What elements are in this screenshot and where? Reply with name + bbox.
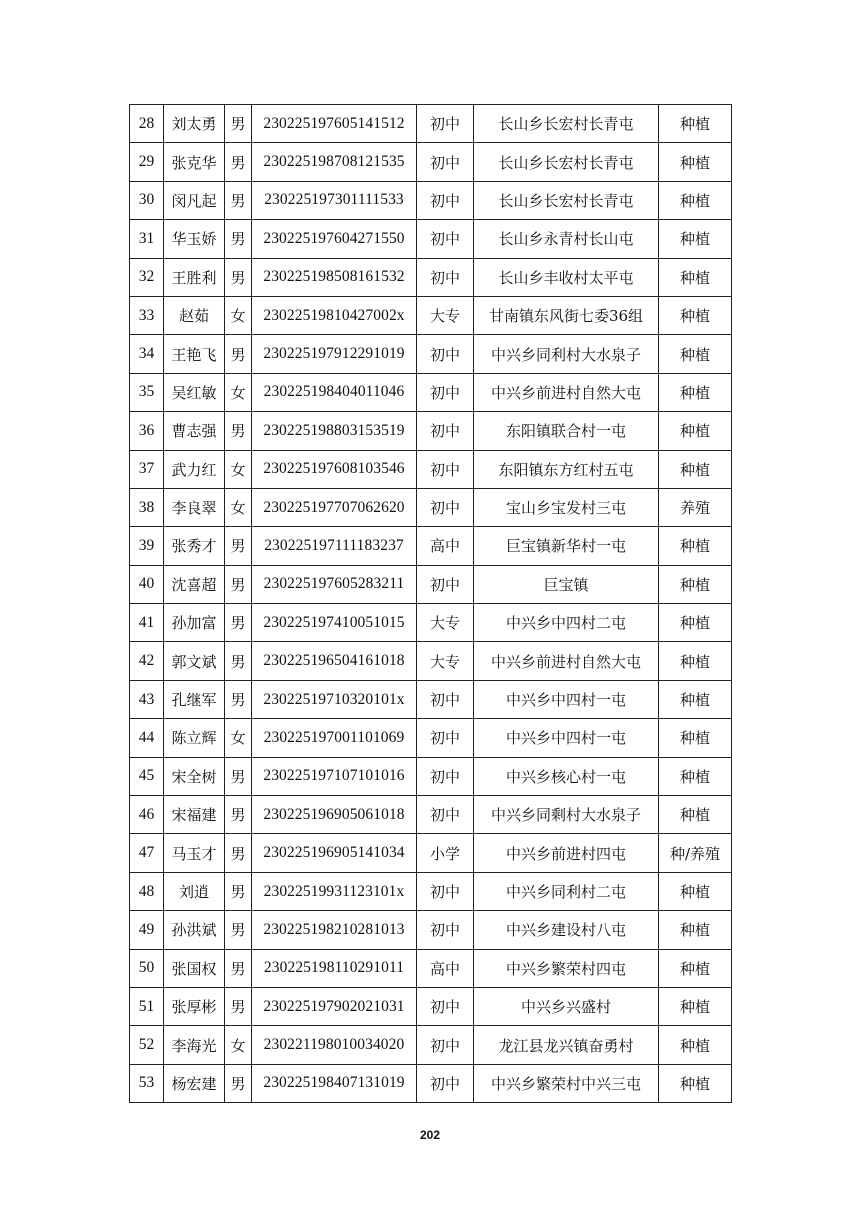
education-cell: 初中 [417, 719, 474, 757]
occupation-cell: 种植 [659, 143, 732, 181]
id-number-cell: 230225197605283211 [252, 565, 417, 603]
gender-cell: 女 [225, 719, 252, 757]
id-number-cell: 230225197111183237 [252, 527, 417, 565]
id-number-cell: 230225197301111533 [252, 181, 417, 219]
row-number-cell: 51 [130, 987, 164, 1025]
table-row [130, 488, 732, 526]
gender-cell: 男 [225, 987, 252, 1025]
education-cell: 初中 [417, 565, 474, 603]
occupation-cell: 种植 [659, 796, 732, 834]
table-row [130, 335, 732, 373]
row-number-cell: 34 [130, 335, 164, 373]
occupation-cell: 种植 [659, 527, 732, 565]
id-number-cell: 23022519931123101x [252, 872, 417, 910]
education-cell: 初中 [417, 373, 474, 411]
name-cell: 孔继军 [164, 680, 225, 718]
occupation-cell: 种植 [659, 911, 732, 949]
education-cell: 高中 [417, 527, 474, 565]
address-cell: 中兴乡同利村大水泉子 [474, 335, 659, 373]
name-cell: 马玉才 [164, 834, 225, 872]
table-row [130, 642, 732, 680]
gender-cell: 男 [225, 105, 252, 143]
table-row [130, 181, 732, 219]
address-cell: 龙江县龙兴镇奋勇村 [474, 1026, 659, 1064]
name-cell: 宋全树 [164, 757, 225, 795]
page-number: 202 [419, 1128, 441, 1142]
row-number-cell: 43 [130, 680, 164, 718]
education-cell: 大专 [417, 604, 474, 642]
row-number-cell: 28 [130, 105, 164, 143]
row-number-cell: 47 [130, 834, 164, 872]
gender-cell: 男 [225, 412, 252, 450]
id-number-cell: 230225196905141034 [252, 834, 417, 872]
name-cell: 孙加富 [164, 604, 225, 642]
address-cell: 中兴乡中四村一屯 [474, 719, 659, 757]
table-row [130, 1064, 732, 1102]
occupation-cell: 种植 [659, 373, 732, 411]
table-row [130, 373, 732, 411]
address-cell: 中兴乡前进村四屯 [474, 834, 659, 872]
roster-table-body [130, 105, 732, 1103]
address-cell: 甘南镇东风街七委36组 [474, 296, 659, 334]
table-row [130, 1026, 732, 1064]
table-row [130, 680, 732, 718]
id-number-cell: 230225197410051015 [252, 604, 417, 642]
name-cell: 张克华 [164, 143, 225, 181]
table-row [130, 105, 732, 143]
occupation-cell: 种植 [659, 296, 732, 334]
occupation-cell: 种植 [659, 757, 732, 795]
gender-cell: 男 [225, 911, 252, 949]
id-number-cell: 230225197604271550 [252, 220, 417, 258]
name-cell: 宋福建 [164, 796, 225, 834]
gender-cell: 女 [225, 1026, 252, 1064]
id-number-cell: 230225197001101069 [252, 719, 417, 757]
table-row [130, 757, 732, 795]
education-cell: 小学 [417, 834, 474, 872]
name-cell: 沈喜超 [164, 565, 225, 603]
occupation-cell: 种/养殖 [659, 834, 732, 872]
occupation-cell: 种植 [659, 680, 732, 718]
address-cell: 巨宝镇新华村一屯 [474, 527, 659, 565]
address-cell: 中兴乡繁荣村中兴三屯 [474, 1064, 659, 1102]
occupation-cell: 种植 [659, 105, 732, 143]
table-row [130, 296, 732, 334]
gender-cell: 男 [225, 181, 252, 219]
row-number-cell: 36 [130, 412, 164, 450]
gender-cell: 男 [225, 680, 252, 718]
table-row [130, 911, 732, 949]
occupation-cell: 种植 [659, 872, 732, 910]
row-number-cell: 38 [130, 488, 164, 526]
name-cell: 武力红 [164, 450, 225, 488]
education-cell: 初中 [417, 488, 474, 526]
education-cell: 初中 [417, 335, 474, 373]
occupation-cell: 种植 [659, 1026, 732, 1064]
name-cell: 李良翠 [164, 488, 225, 526]
gender-cell: 男 [225, 796, 252, 834]
id-number-cell: 230225196905061018 [252, 796, 417, 834]
gender-cell: 男 [225, 258, 252, 296]
address-cell: 东阳镇东方红村五屯 [474, 450, 659, 488]
education-cell: 初中 [417, 143, 474, 181]
address-cell: 中兴乡建设村八屯 [474, 911, 659, 949]
name-cell: 张秀才 [164, 527, 225, 565]
address-cell: 长山乡丰收村太平屯 [474, 258, 659, 296]
education-cell: 初中 [417, 796, 474, 834]
gender-cell: 男 [225, 872, 252, 910]
education-cell: 初中 [417, 680, 474, 718]
table-row [130, 987, 732, 1025]
table-row [130, 565, 732, 603]
occupation-cell: 种植 [659, 719, 732, 757]
name-cell: 杨宏建 [164, 1064, 225, 1102]
row-number-cell: 48 [130, 872, 164, 910]
education-cell: 初中 [417, 412, 474, 450]
name-cell: 郭文斌 [164, 642, 225, 680]
name-cell: 华玉娇 [164, 220, 225, 258]
id-number-cell: 230225197605141512 [252, 105, 417, 143]
gender-cell: 男 [225, 220, 252, 258]
education-cell: 初中 [417, 911, 474, 949]
row-number-cell: 53 [130, 1064, 164, 1102]
name-cell: 曹志强 [164, 412, 225, 450]
row-number-cell: 49 [130, 911, 164, 949]
name-cell: 刘逍 [164, 872, 225, 910]
table-row [130, 949, 732, 987]
education-cell: 高中 [417, 949, 474, 987]
id-number-cell: 230225197707062620 [252, 488, 417, 526]
occupation-cell: 种植 [659, 220, 732, 258]
id-number-cell: 230225197608103546 [252, 450, 417, 488]
education-cell: 初中 [417, 1026, 474, 1064]
table-row [130, 258, 732, 296]
row-number-cell: 40 [130, 565, 164, 603]
gender-cell: 女 [225, 450, 252, 488]
gender-cell: 男 [225, 757, 252, 795]
gender-cell: 男 [225, 143, 252, 181]
row-number-cell: 31 [130, 220, 164, 258]
name-cell: 王艳飞 [164, 335, 225, 373]
id-number-cell: 230225197902021031 [252, 987, 417, 1025]
education-cell: 初中 [417, 987, 474, 1025]
occupation-cell: 种植 [659, 1064, 732, 1102]
name-cell: 王胜利 [164, 258, 225, 296]
address-cell: 中兴乡前进村自然大屯 [474, 373, 659, 411]
occupation-cell: 种植 [659, 258, 732, 296]
row-number-cell: 45 [130, 757, 164, 795]
table-row [130, 143, 732, 181]
occupation-cell: 养殖 [659, 488, 732, 526]
address-cell: 长山乡长宏村长青屯 [474, 143, 659, 181]
row-number-cell: 39 [130, 527, 164, 565]
table-row [130, 796, 732, 834]
education-cell: 初中 [417, 105, 474, 143]
occupation-cell: 种植 [659, 450, 732, 488]
education-cell: 大专 [417, 642, 474, 680]
address-cell: 中兴乡中四村一屯 [474, 680, 659, 718]
address-cell: 长山乡长宏村长青屯 [474, 181, 659, 219]
gender-cell: 女 [225, 488, 252, 526]
table-row [130, 220, 732, 258]
address-cell: 巨宝镇 [474, 565, 659, 603]
id-number-cell: 230225198508161532 [252, 258, 417, 296]
table-row [130, 527, 732, 565]
row-number-cell: 37 [130, 450, 164, 488]
id-number-cell: 230225198110291011 [252, 949, 417, 987]
id-number-cell: 230225198708121535 [252, 143, 417, 181]
gender-cell: 男 [225, 1064, 252, 1102]
address-cell: 中兴乡兴盛村 [474, 987, 659, 1025]
name-cell: 陈立辉 [164, 719, 225, 757]
row-number-cell: 35 [130, 373, 164, 411]
table-row [130, 412, 732, 450]
address-cell: 中兴乡同利村二屯 [474, 872, 659, 910]
gender-cell: 男 [225, 949, 252, 987]
occupation-cell: 种植 [659, 642, 732, 680]
gender-cell: 男 [225, 335, 252, 373]
education-cell: 初中 [417, 220, 474, 258]
education-cell: 初中 [417, 450, 474, 488]
address-cell: 东阳镇联合村一屯 [474, 412, 659, 450]
id-number-cell: 230225198210281013 [252, 911, 417, 949]
row-number-cell: 32 [130, 258, 164, 296]
name-cell: 吴红敏 [164, 373, 225, 411]
gender-cell: 女 [225, 296, 252, 334]
address-cell: 宝山乡宝发村三屯 [474, 488, 659, 526]
address-cell: 中兴乡中四村二屯 [474, 604, 659, 642]
occupation-cell: 种植 [659, 949, 732, 987]
id-number-cell: 230221198010034020 [252, 1026, 417, 1064]
id-number-cell: 230225197912291019 [252, 335, 417, 373]
education-cell: 初中 [417, 872, 474, 910]
id-number-cell: 23022519810427002x [252, 296, 417, 334]
education-cell: 大专 [417, 296, 474, 334]
address-cell: 中兴乡前进村自然大屯 [474, 642, 659, 680]
table-row [130, 834, 732, 872]
row-number-cell: 29 [130, 143, 164, 181]
occupation-cell: 种植 [659, 412, 732, 450]
roster-table [129, 104, 732, 1103]
row-number-cell: 42 [130, 642, 164, 680]
education-cell: 初中 [417, 1064, 474, 1102]
name-cell: 李海光 [164, 1026, 225, 1064]
table-row [130, 604, 732, 642]
row-number-cell: 52 [130, 1026, 164, 1064]
address-cell: 中兴乡核心村一屯 [474, 757, 659, 795]
id-number-cell: 230225198407131019 [252, 1064, 417, 1102]
id-number-cell: 23022519710320101x [252, 680, 417, 718]
address-cell: 长山乡长宏村长青屯 [474, 105, 659, 143]
row-number-cell: 30 [130, 181, 164, 219]
gender-cell: 男 [225, 642, 252, 680]
name-cell: 孙洪斌 [164, 911, 225, 949]
occupation-cell: 种植 [659, 987, 732, 1025]
address-cell: 中兴乡繁荣村四屯 [474, 949, 659, 987]
address-cell: 中兴乡同剩村大水泉子 [474, 796, 659, 834]
table-row [130, 872, 732, 910]
name-cell: 赵茹 [164, 296, 225, 334]
address-cell: 长山乡永青村长山屯 [474, 220, 659, 258]
occupation-cell: 种植 [659, 565, 732, 603]
name-cell: 张国权 [164, 949, 225, 987]
table-row [130, 719, 732, 757]
name-cell: 闵凡起 [164, 181, 225, 219]
row-number-cell: 44 [130, 719, 164, 757]
id-number-cell: 230225198803153519 [252, 412, 417, 450]
occupation-cell: 种植 [659, 604, 732, 642]
gender-cell: 女 [225, 373, 252, 411]
row-number-cell: 33 [130, 296, 164, 334]
row-number-cell: 46 [130, 796, 164, 834]
occupation-cell: 种植 [659, 181, 732, 219]
table-row [130, 450, 732, 488]
education-cell: 初中 [417, 258, 474, 296]
id-number-cell: 230225196504161018 [252, 642, 417, 680]
occupation-cell: 种植 [659, 335, 732, 373]
gender-cell: 男 [225, 834, 252, 872]
row-number-cell: 41 [130, 604, 164, 642]
education-cell: 初中 [417, 757, 474, 795]
education-cell: 初中 [417, 181, 474, 219]
gender-cell: 男 [225, 604, 252, 642]
row-number-cell: 50 [130, 949, 164, 987]
name-cell: 刘太勇 [164, 105, 225, 143]
gender-cell: 男 [225, 527, 252, 565]
id-number-cell: 230225197107101016 [252, 757, 417, 795]
gender-cell: 男 [225, 565, 252, 603]
id-number-cell: 230225198404011046 [252, 373, 417, 411]
name-cell: 张厚彬 [164, 987, 225, 1025]
